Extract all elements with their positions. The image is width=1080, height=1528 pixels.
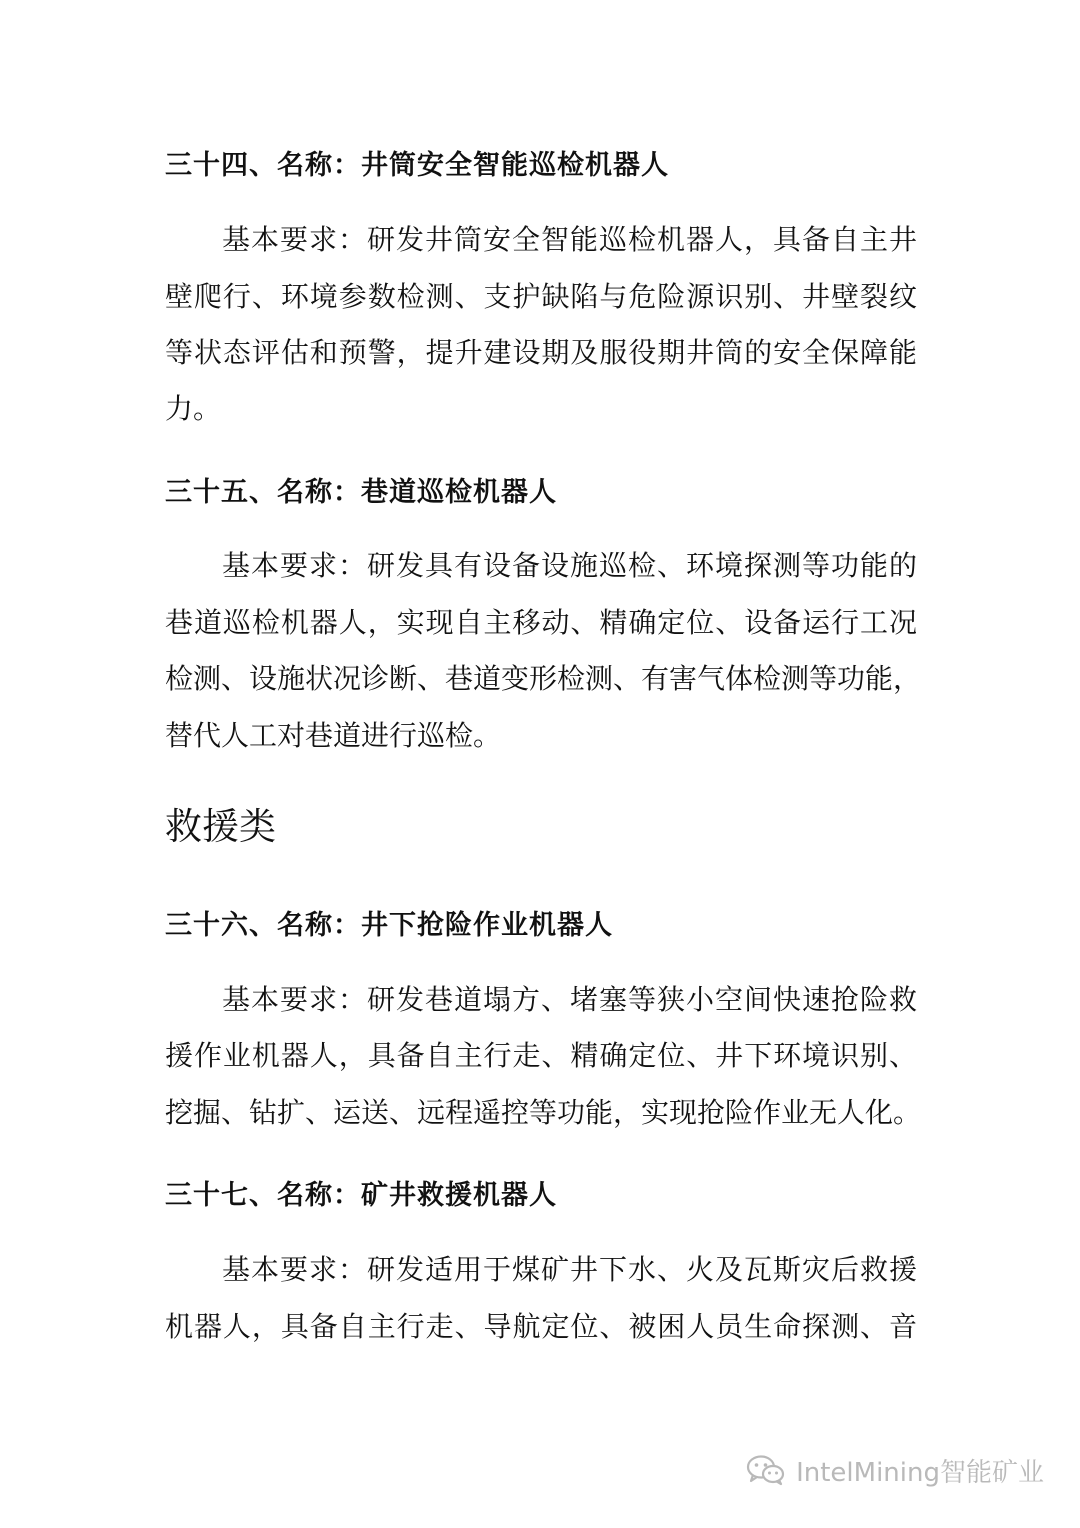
wechat-icon [746, 1454, 786, 1486]
section-heading-34: 三十四、名称：井筒安全智能巡检机器人 [165, 150, 669, 181]
paragraph-line: 检测、设施状况诊断、巷道变形检测、有害气体检测等功能， [165, 662, 922, 695]
paragraph-line: 替代人工对巷道进行巡检。 [165, 719, 502, 752]
paragraph-line: 等状态评估和预警，提升建设期及服役期井筒的安全保障能 [165, 336, 917, 369]
category-title: 救援类 [165, 805, 276, 848]
paragraph-line: 基本要求：研发具有设备设施巡检、环境探测等功能的 [222, 549, 917, 582]
paragraph-line: 挖掘、钻扩、运送、远程遥控等功能，实现抢险作业无人化。 [165, 1096, 922, 1129]
paragraph-line: 力。 [165, 392, 222, 425]
watermark-text: IntelMining智能矿业 [796, 1457, 1044, 1488]
section-heading-36: 三十六、名称：井下抢险作业机器人 [165, 910, 613, 941]
paragraph-line: 巷道巡检机器人，实现自主移动、精确定位、设备运行工况 [165, 606, 917, 639]
paragraph-line: 机器人，具备自主行走、导航定位、被困人员生命探测、音 [165, 1310, 917, 1343]
paragraph-line: 基本要求：研发井筒安全智能巡检机器人，具备自主井 [222, 223, 917, 256]
section-heading-37: 三十七、名称：矿井救援机器人 [165, 1180, 557, 1211]
paragraph-line: 基本要求：研发巷道塌方、堵塞等狭小空间快速抢险救 [222, 983, 917, 1016]
paragraph-line: 援作业机器人，具备自主行走、精确定位、井下环境识别、 [165, 1039, 917, 1072]
section-heading-35: 三十五、名称：巷道巡检机器人 [165, 477, 557, 508]
paragraph-line: 壁爬行、环境参数检测、支护缺陷与危险源识别、井壁裂纹 [165, 280, 917, 313]
watermark [746, 1448, 1044, 1492]
paragraph-line: 基本要求：研发适用于煤矿井下水、火及瓦斯灾后救援 [222, 1253, 917, 1286]
